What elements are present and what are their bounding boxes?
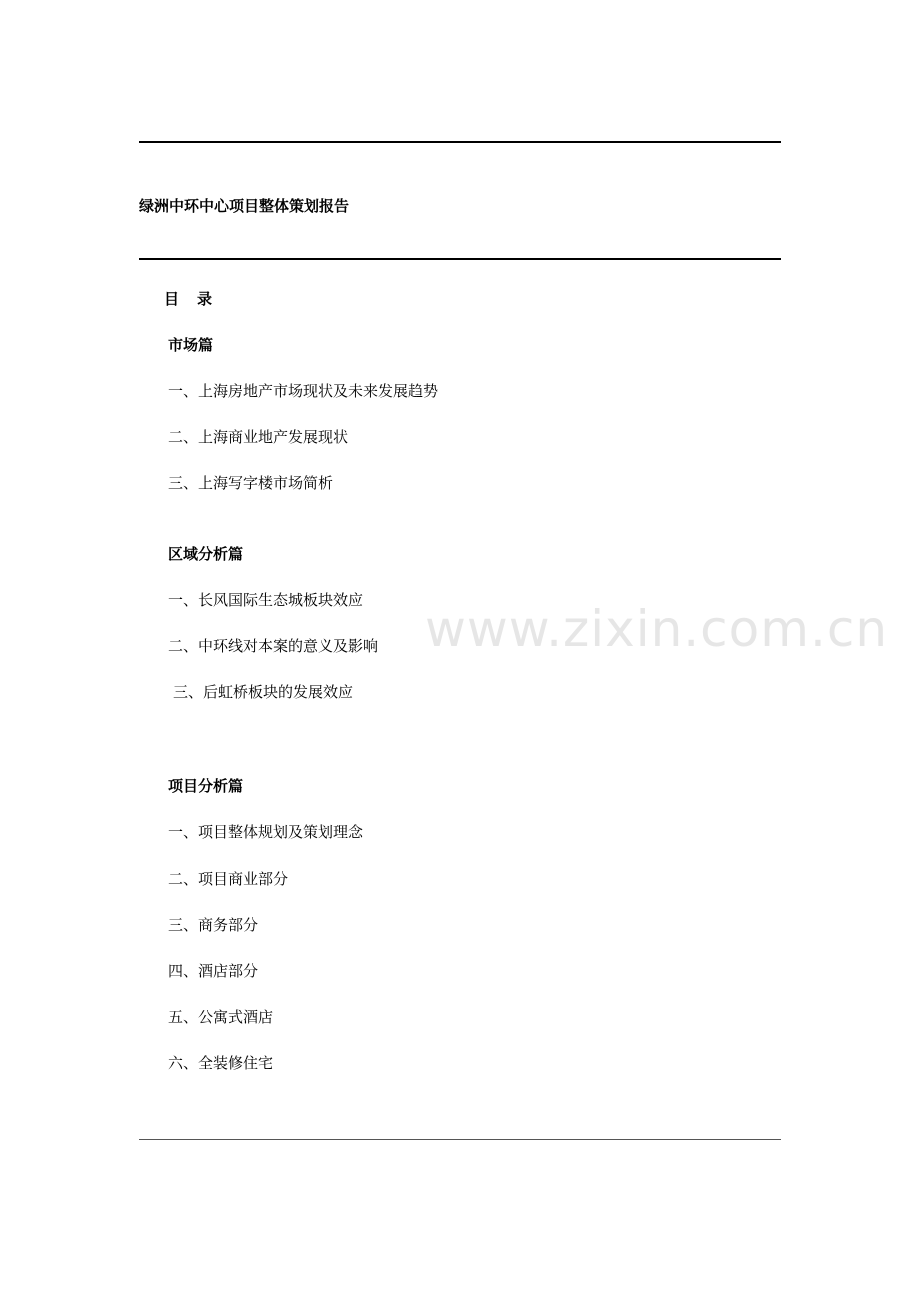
toc-item: 一、上海房地产市场现状及未来发展趋势 bbox=[168, 382, 439, 400]
watermark: www.zixin.com.cn bbox=[425, 600, 889, 658]
toc-item: 三、上海写字楼市场简析 bbox=[168, 474, 334, 492]
top-rule bbox=[139, 141, 781, 143]
title-rule bbox=[139, 258, 781, 260]
toc-heading bbox=[164, 289, 212, 309]
toc-item: 三、商务部分 bbox=[168, 916, 259, 934]
toc-item: 一、长风国际生态城板块效应 bbox=[168, 591, 364, 609]
toc-heading-left: 目 bbox=[164, 290, 180, 308]
toc-item: 四、酒店部分 bbox=[168, 962, 259, 980]
toc-item: 二、项目商业部分 bbox=[168, 870, 289, 888]
toc-item: 二、上海商业地产发展现状 bbox=[168, 428, 349, 446]
toc-heading-right: 录 bbox=[197, 290, 213, 308]
document-title: 绿洲中环中心项目整体策划报告 bbox=[139, 197, 350, 215]
toc-item: 二、中环线对本案的意义及影响 bbox=[168, 637, 379, 655]
toc-section-title-region: 区域分析篇 bbox=[168, 545, 244, 563]
toc-section-title-market: 市场篇 bbox=[168, 336, 214, 354]
toc-section-title-project: 项目分析篇 bbox=[168, 777, 244, 795]
toc-item: 六、全装修住宅 bbox=[168, 1054, 274, 1072]
toc-item: 三、后虹桥板块的发展效应 bbox=[173, 683, 354, 701]
toc-item: 一、项目整体规划及策划理念 bbox=[168, 823, 364, 841]
bottom-rule bbox=[139, 1139, 781, 1140]
toc-item: 五、公寓式酒店 bbox=[168, 1008, 274, 1026]
